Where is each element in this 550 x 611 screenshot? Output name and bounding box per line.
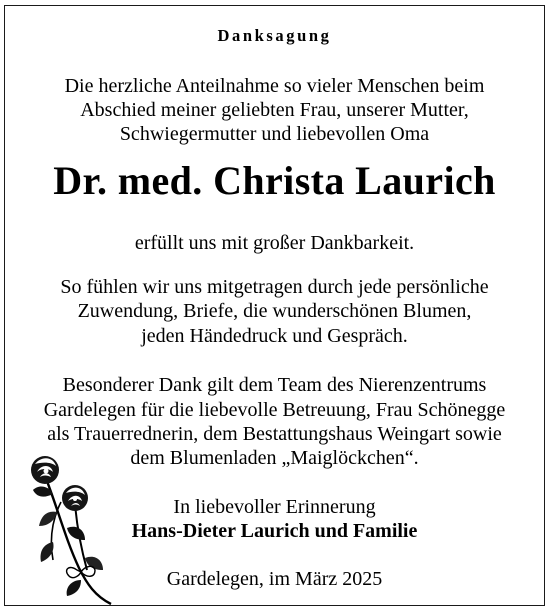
obituary-card: [4, 5, 545, 606]
signers-line: Hans-Dieter Laurich und Familie: [131, 520, 418, 542]
support-line-2: Zuwendung, Briefe, die wunderschönen Blumen,: [77, 300, 472, 322]
place-date-line: Gardelegen, im März 2025: [166, 568, 383, 590]
thanks-line-2: Gardelegen für die liebevolle Betreuung, Frau Schönegge: [43, 399, 506, 421]
deceased-name: Dr. med. Christa Laurich: [53, 158, 496, 203]
intro-line-3: Schwiegermutter und liebevollen Oma: [119, 123, 430, 145]
notice-heading: Danksagung: [217, 26, 332, 45]
gratitude-line: erfüllt uns mit großer Dankbarkeit.: [134, 232, 415, 254]
thanks-line-3: als Trauerrednerin, dem Bestattungshaus Weingart sowie: [47, 423, 502, 445]
thanks-line-4: dem Blumenladen „Maiglöckchen“.: [130, 447, 419, 469]
support-line-1: So fühlen wir uns mitgetragen durch jede persönliche: [60, 276, 489, 298]
intro-line-1: Die herzliche Anteilnahme so vieler Menschen beim: [64, 75, 485, 97]
roses-icon: [23, 446, 133, 606]
thanks-line-1: Besonderer Dank gilt dem Team des Nierenzentrums: [62, 374, 487, 396]
remembrance-line: In liebevoller Erinnerung: [173, 496, 376, 518]
support-line-3: jeden Händedruck und Gespräch.: [141, 325, 408, 347]
intro-line-2: Abschied meiner geliebten Frau, unserer Mutter,: [80, 99, 469, 121]
